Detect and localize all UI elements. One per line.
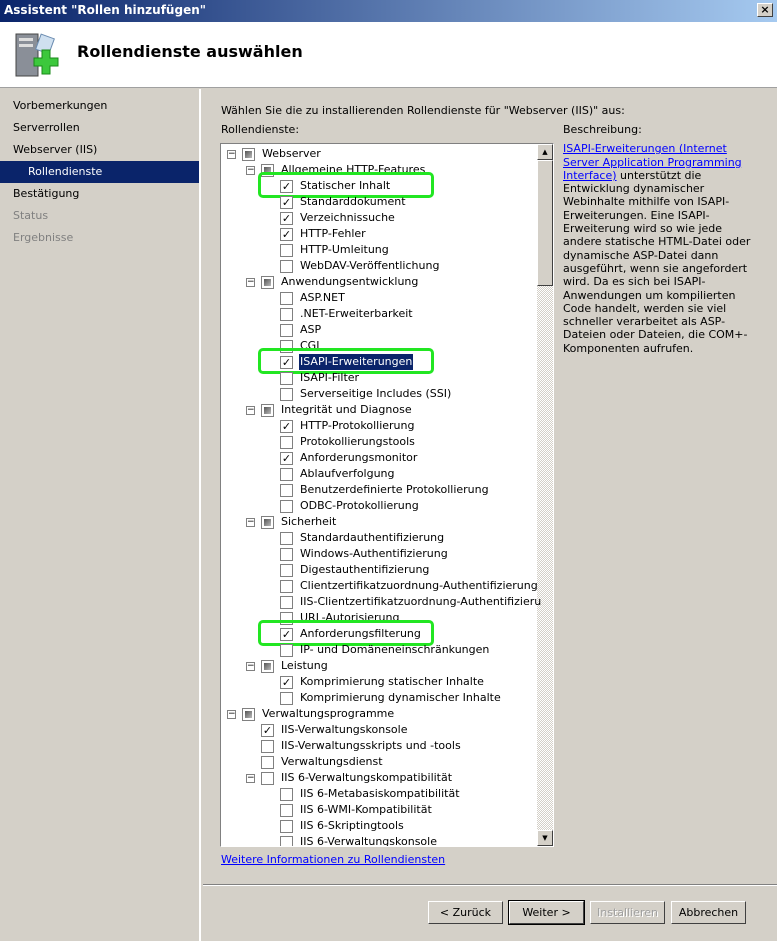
checkbox[interactable] — [261, 660, 274, 673]
scroll-up-button[interactable]: ▲ — [537, 144, 553, 160]
wizard-step-3[interactable]: Rollendienste — [0, 161, 199, 183]
checkbox[interactable] — [261, 404, 274, 417]
tree-item-label: ASP.NET — [300, 291, 345, 304]
wizard-header — [0, 22, 777, 88]
tree-item-label: Clientzertifikatzuordnung-Authentifizierung — [300, 579, 538, 592]
tree-item[interactable] — [221, 322, 537, 338]
separator — [203, 884, 777, 886]
checkbox[interactable] — [280, 836, 293, 847]
tree-item-label: Anwendungsentwicklung — [281, 275, 419, 288]
tree-item-label: Anforderungsfilterung — [300, 627, 421, 640]
description-panel — [563, 123, 763, 355]
tree-item-label: Anforderungsmonitor — [300, 451, 418, 464]
tree-item[interactable] — [221, 466, 537, 482]
tree-item[interactable] — [221, 434, 537, 450]
checkbox[interactable] — [280, 820, 293, 833]
checkbox[interactable] — [280, 372, 293, 385]
tree-item-label: Statischer Inhalt — [300, 179, 391, 192]
tree-item-label: Benutzerdefinierte Protokollierung — [300, 483, 489, 496]
tree-item-label: IIS 6-WMI-Kompatibilität — [300, 803, 432, 816]
tree-item-label: HTTP-Fehler — [300, 227, 366, 240]
checkbox[interactable] — [261, 276, 274, 289]
collapse-icon[interactable]: − — [247, 165, 255, 175]
title-bar — [0, 0, 777, 22]
tree-item-label: ISAPI-Filter — [300, 371, 360, 384]
description-text: unterstützt die Entwicklung dynamischer Webinhalte mithilfe von ISAPI-Erweiterungen. Eine ISAPI-Erweiterung wird so wie jede andere statische HTML-Datei oder dynamische ASP-Datei dann ausgeführt, wenn sie angefordert wird. Da es sich bei ISAPI-Anwendungen um kompilierten Code handelt, werden sie viel schneller verarbeitet als ASP-Dateien oder Dateien, die COM+-Komponenten aufrufen. — [563, 168, 751, 355]
checkbox[interactable]: ✓ — [281, 212, 292, 225]
tree-item[interactable] — [221, 194, 537, 210]
tree-item[interactable] — [221, 674, 537, 690]
tree-item[interactable] — [221, 370, 537, 386]
checkbox[interactable]: ✓ — [262, 724, 273, 737]
install-button[interactable]: Installieren — [590, 901, 665, 924]
checkbox[interactable]: ✓ — [281, 196, 292, 209]
role-services-label: Rollendienste: — [221, 123, 300, 136]
checkbox[interactable] — [261, 772, 274, 785]
tree-item[interactable] — [221, 418, 537, 434]
checkbox[interactable] — [280, 388, 293, 401]
checkbox[interactable] — [242, 148, 255, 161]
tree-item-label: Komprimierung statischer Inhalte — [300, 675, 484, 688]
tree-item[interactable] — [221, 754, 537, 770]
tree-item[interactable] — [221, 226, 537, 242]
server-add-icon — [12, 28, 60, 82]
tree-item-label: Verwaltungsdienst — [281, 755, 383, 768]
tree-item-label: ASP — [300, 323, 322, 336]
description-label: Beschreibung: — [563, 123, 642, 136]
back-button[interactable]: < Zurück — [428, 901, 503, 924]
vertical-scrollbar[interactable] — [537, 144, 553, 846]
close-button[interactable]: × — [757, 3, 773, 17]
tree-item-label: CGI — [300, 339, 320, 352]
checkbox[interactable] — [280, 644, 293, 657]
tree-item[interactable] — [221, 578, 537, 594]
tree-item-label: WebDAV-Veröffentlichung — [300, 259, 440, 272]
tree-item-label: Verwaltungsprogramme — [262, 707, 395, 720]
wizard-step-5[interactable]: Status — [13, 209, 49, 222]
page-title: Rollendienste auswählen — [77, 42, 303, 61]
tree-item-label: Verzeichnissuche — [300, 211, 395, 224]
checkbox[interactable] — [280, 500, 293, 513]
checkbox[interactable] — [242, 708, 255, 721]
tree-item-label: Webserver — [262, 147, 321, 160]
checkbox[interactable] — [280, 436, 293, 449]
wizard-steps — [0, 89, 201, 941]
tree-item-label: Ablaufverfolgung — [300, 467, 395, 480]
tree-item-label: ODBC-Protokollierung — [300, 499, 419, 512]
tree-item[interactable] — [221, 258, 537, 274]
tree-item-label: IIS 6-Verwaltungskonsole — [300, 835, 437, 847]
tree-item-label: Allgemeine HTTP-Features — [281, 163, 426, 176]
collapse-icon[interactable]: − — [247, 405, 255, 415]
tree-item-label: Leistung — [281, 659, 328, 672]
tree-item-label: .NET-Erweiterbarkeit — [300, 307, 413, 320]
tree-item-label: IIS 6-Metabasiskompatibilität — [300, 787, 460, 800]
tree-item-label: Komprimierung dynamischer Inhalte — [300, 691, 501, 704]
tree-item-label: Standarddokument — [300, 195, 406, 208]
checkbox[interactable] — [261, 756, 274, 769]
tree-item[interactable] — [221, 514, 537, 530]
scroll-thumb[interactable] — [537, 160, 553, 286]
tree-item[interactable] — [221, 786, 537, 802]
collapse-icon[interactable]: − — [228, 709, 236, 719]
checkbox[interactable] — [280, 580, 293, 593]
description-link[interactable]: ISAPI-Erweiterungen (Internet Server Application Programming Interface) — [563, 142, 742, 182]
tree-item[interactable] — [221, 530, 537, 546]
tree-item[interactable] — [221, 802, 537, 818]
tree-item-label: Protokollierungstools — [300, 435, 415, 448]
checkbox[interactable] — [280, 244, 293, 257]
checkbox[interactable]: ✓ — [281, 356, 292, 369]
tree-item[interactable] — [221, 594, 542, 610]
tree-item[interactable] — [221, 306, 537, 322]
tree-item[interactable] — [221, 818, 537, 834]
wizard-step-6[interactable]: Ergebnisse — [13, 231, 74, 244]
checkbox[interactable] — [280, 308, 293, 321]
checkbox[interactable] — [280, 804, 293, 817]
wizard-step-0[interactable]: Vorbemerkungen — [13, 99, 108, 112]
tree-item[interactable] — [221, 546, 537, 562]
tree-item-label: URL-Autorisierung — [300, 611, 400, 624]
checkbox[interactable]: ✓ — [281, 420, 292, 433]
checkbox[interactable]: ✓ — [281, 228, 292, 241]
tree-item[interactable] — [221, 562, 537, 578]
tree-item-label: ISAPI-Erweiterungen — [300, 355, 413, 368]
checkbox[interactable] — [280, 468, 293, 481]
checkbox[interactable] — [261, 516, 274, 529]
checkbox[interactable] — [280, 532, 293, 545]
wizard-step-2[interactable]: Webserver (IIS) — [13, 143, 98, 156]
checkbox[interactable] — [280, 484, 293, 497]
tree-item[interactable] — [221, 146, 537, 162]
checkbox[interactable]: ✓ — [281, 676, 292, 689]
tree-item-label: HTTP-Umleitung — [300, 243, 389, 256]
tree-item[interactable] — [221, 722, 537, 738]
scroll-down-button[interactable]: ▼ — [537, 830, 553, 846]
intro-text: Wählen Sie die zu installierenden Rollendienste für "Webserver (IIS)" aus: — [221, 104, 625, 117]
checkbox[interactable] — [280, 324, 293, 337]
tree-item[interactable] — [221, 834, 537, 847]
main-panel — [203, 89, 777, 941]
tree-item-label: IIS 6-Skriptingtools — [300, 819, 404, 832]
tree-item[interactable] — [221, 690, 537, 706]
checkbox[interactable]: ✓ — [281, 628, 292, 641]
tree-item[interactable] — [221, 498, 537, 514]
checkbox[interactable] — [280, 596, 293, 609]
tree-item-label: IP- und Domäneneinschränkungen — [300, 643, 490, 656]
checkbox[interactable] — [280, 260, 293, 273]
tree-item[interactable] — [221, 738, 537, 754]
checkbox[interactable]: ✓ — [281, 180, 292, 193]
tree-item[interactable] — [221, 658, 537, 674]
tree-item[interactable] — [221, 242, 537, 258]
collapse-icon[interactable]: − — [247, 661, 255, 671]
checkbox[interactable] — [280, 564, 293, 577]
role-services-tree[interactable] — [220, 143, 554, 847]
checkbox[interactable] — [280, 788, 293, 801]
tree-item-label: Integrität und Diagnose — [281, 403, 412, 416]
tree-item-label: Standardauthentifizierung — [300, 531, 445, 544]
checkbox[interactable]: ✓ — [281, 452, 292, 465]
checkbox[interactable] — [280, 292, 293, 305]
more-info-link[interactable]: Weitere Informationen zu Rollendiensten — [221, 853, 446, 866]
checkbox[interactable] — [280, 548, 293, 561]
tree-item-label: IIS-Verwaltungsskripts und -tools — [281, 739, 461, 752]
tree-item-label: Sicherheit — [281, 515, 337, 528]
tree-item[interactable] — [221, 290, 537, 306]
tree-item[interactable] — [221, 386, 537, 402]
tree-item[interactable] — [221, 402, 537, 418]
tree-item-label: Windows-Authentifizierung — [300, 547, 448, 560]
collapse-icon[interactable]: − — [247, 517, 255, 527]
tree-item-label: HTTP-Protokollierung — [300, 419, 415, 432]
tree-item[interactable] — [221, 770, 537, 786]
next-button[interactable]: Weiter > — [509, 901, 584, 924]
window-title: Assistent "Rollen hinzufügen" — [4, 3, 206, 17]
tree-item[interactable] — [221, 210, 537, 226]
wizard-step-1[interactable]: Serverrollen — [13, 121, 80, 134]
collapse-icon[interactable]: − — [228, 149, 236, 159]
tree-item-label: Serverseitige Includes (SSI) — [300, 387, 452, 400]
tree-item-label: IIS-Clientzertifikatzuordnung-Authentifizieru — [300, 595, 542, 608]
tree-item-label: IIS 6-Verwaltungskompatibilität — [281, 771, 453, 784]
tree-item-label: IIS-Verwaltungskonsole — [281, 723, 408, 736]
checkbox[interactable] — [261, 740, 274, 753]
checkbox[interactable] — [280, 692, 293, 705]
collapse-icon[interactable]: − — [247, 773, 255, 783]
tree-item[interactable] — [221, 642, 537, 658]
tree-item-label: Digestauthentifizierung — [300, 563, 430, 576]
tree-item[interactable] — [221, 706, 537, 722]
tree-item[interactable] — [221, 482, 537, 498]
collapse-icon[interactable]: − — [247, 277, 255, 287]
tree-item[interactable] — [221, 450, 537, 466]
cancel-button[interactable]: Abbrechen — [671, 901, 746, 924]
tree-item[interactable] — [221, 274, 537, 290]
wizard-step-4[interactable]: Bestätigung — [13, 187, 80, 200]
